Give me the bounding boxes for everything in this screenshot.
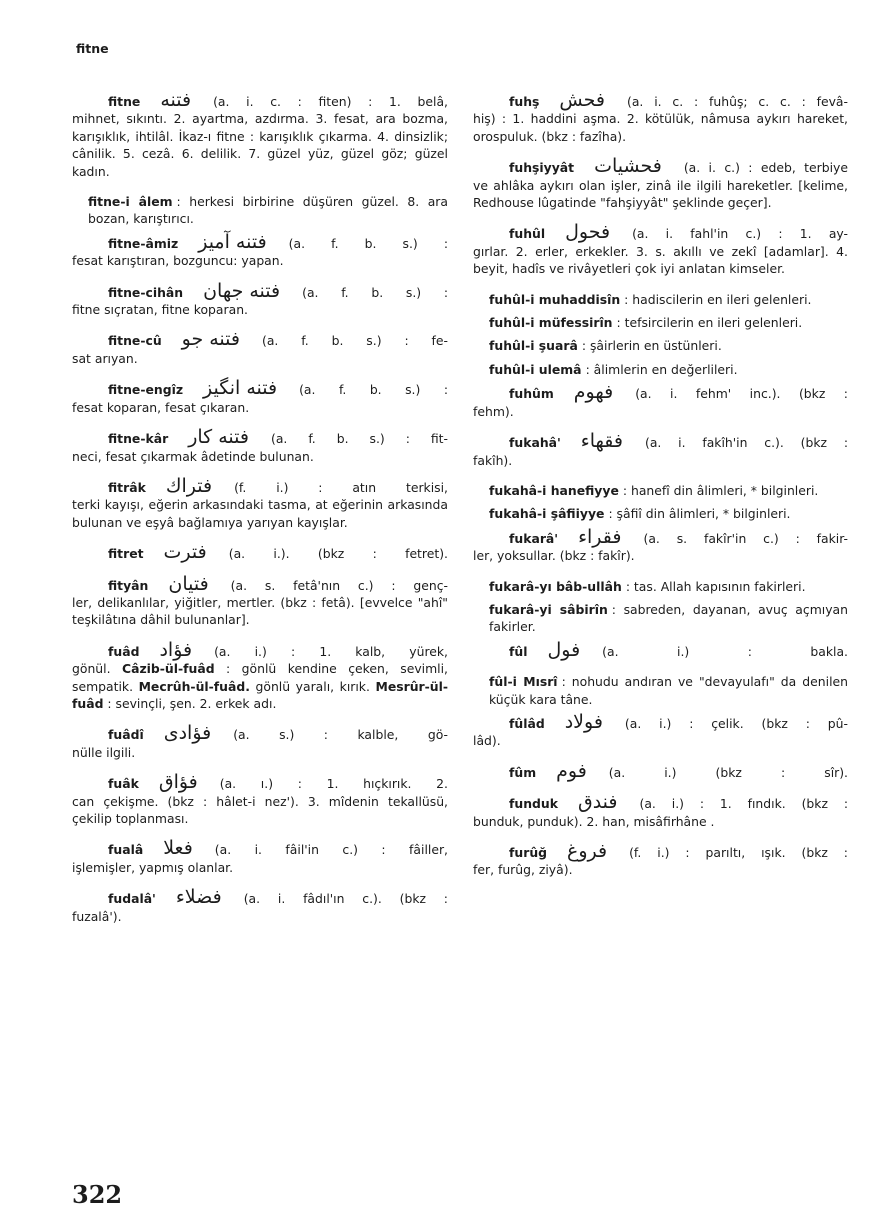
definition-continued: sat arıyan. xyxy=(72,350,138,366)
sub-headword: fukarâ-yi sâbirîn xyxy=(489,601,608,617)
definition-continued: fer, furûg, ziyâ). xyxy=(473,862,573,878)
entry-head xyxy=(72,771,448,794)
entry-head xyxy=(473,710,848,733)
sub-headword: fûl-i Mısrî xyxy=(489,674,558,690)
entry-head xyxy=(473,525,848,548)
page-number: 322 xyxy=(72,1180,123,1209)
arabic-script: فترت xyxy=(163,541,207,564)
entry-head xyxy=(473,791,848,814)
sub-headword: fuhûl-i müfessirîn xyxy=(489,315,613,331)
arabic-script: فتراك xyxy=(165,474,213,497)
sub-headword: fitne-i âlem xyxy=(88,194,173,210)
headword: fitne-âmiz xyxy=(108,235,179,251)
dictionary-entry xyxy=(473,638,848,661)
dictionary-entry xyxy=(473,155,848,211)
entry-head xyxy=(72,89,448,111)
definition-first-line: (a. i.) : 1. fındık. (bkz : xyxy=(639,796,848,812)
sub-headword: fukahâ-i hanefiyye xyxy=(489,482,619,498)
definition-first-line: (a. i.) : bakla. xyxy=(602,643,848,659)
sub-entry xyxy=(473,291,848,308)
definition-first-line: (f. i.) : atın terkisi, xyxy=(234,479,448,495)
definition-first-line: (a. i. c.) : edeb, terbiye xyxy=(683,160,848,176)
dictionary-entry xyxy=(72,638,448,713)
definition-continued: neci, fesat çıkarmak âdetinde bulunan. xyxy=(72,448,314,464)
dictionary-entry xyxy=(72,377,448,416)
headword: fuhûl xyxy=(509,226,546,242)
definition: : herkesi birbirine düşüren güzel. 8. ara bozan, karıştırıcı. xyxy=(88,194,448,227)
dictionary-entry xyxy=(473,710,848,750)
left-column xyxy=(72,89,448,938)
headword: fitne-engîz xyxy=(108,382,184,398)
arabic-script: فحول xyxy=(565,221,611,244)
sub-entry-line xyxy=(473,337,848,354)
definition-first-line: (a. f. b. s.) : xyxy=(299,382,448,398)
headword: fualâ xyxy=(108,842,144,858)
definition-continued: nülle ilgili. xyxy=(72,744,136,760)
definition-continued: bunduk, punduk). 2. han, misâfirhâne . xyxy=(473,813,715,829)
sub-headword: Mesrûr-ül-fuâd xyxy=(72,678,448,711)
dictionary-entry xyxy=(473,840,848,879)
definition-continued: ve ahlâka aykırı olan işler, zinâ ile ilgili hareketler. [kelime, Redhouse lûgatinde "fahşiyyât" şeklinde geçer]. xyxy=(473,177,848,211)
entry-head xyxy=(473,840,848,862)
headword: fitrâk xyxy=(108,479,146,495)
arabic-script: فتنه آمیز xyxy=(198,230,267,253)
arabic-script: فهوم xyxy=(573,381,614,404)
definition-first-line: (a. f. b. s.) : xyxy=(302,284,448,300)
sub-headword: Mecrûh-ül-fuâd. xyxy=(138,678,250,694)
definition-continued: fesat koparan, fesat çıkaran. xyxy=(72,399,250,415)
headword: fûm xyxy=(509,764,537,780)
entry-head xyxy=(72,426,448,449)
definition-first-line: (a. s.) : kalble, gö- xyxy=(233,727,448,743)
dictionary-entry xyxy=(72,837,448,876)
headword: fukahâ' xyxy=(509,435,561,451)
definition-first-line: (a. i.) : 1. kalb, yürek, xyxy=(214,643,448,659)
entry-head xyxy=(473,638,848,661)
entry-head xyxy=(72,837,448,860)
headword: funduk xyxy=(509,796,558,812)
definition-first-line: (a. f. b. s.) : fit- xyxy=(270,431,448,447)
headword: fitne-kâr xyxy=(108,431,169,447)
dictionary-entry xyxy=(72,89,448,180)
definition-continued: lâd). xyxy=(473,733,501,749)
arabic-script: فقراء xyxy=(578,525,622,548)
arabic-script: فروغ xyxy=(567,840,608,862)
sub-entry xyxy=(72,193,448,228)
entry-head xyxy=(72,541,448,564)
dictionary-entry xyxy=(72,886,448,925)
definition-continued: can çekişme. (bkz : hâlet-i nez'). 3. mîdenin tekallüsü, çekilip toplanması. xyxy=(72,793,448,826)
definition-first-line: (a. i.) (bkz : sîr). xyxy=(608,764,848,780)
definition: : âlimlerin en değerlileri. xyxy=(585,361,738,377)
headword: fuhşiyyât xyxy=(509,160,575,176)
entry-head xyxy=(72,328,448,351)
definition-text: gönlü yaralı, kırık. xyxy=(249,678,376,694)
headword: fukarâ' xyxy=(509,530,559,546)
headword: fudalâ' xyxy=(108,891,156,907)
definition-first-line: (a. s. fetâ'nın c.) : genç- xyxy=(230,577,448,593)
dictionary-entry xyxy=(473,430,848,469)
definition-first-line: (a. f. b. s.) : xyxy=(288,235,448,251)
arabic-script: فولاد xyxy=(564,710,603,733)
sub-entry xyxy=(473,314,848,331)
entry-head xyxy=(72,377,448,400)
dictionary-entry xyxy=(72,572,448,629)
definition-first-line: (a. i. fahl'in c.) : 1. ay- xyxy=(632,226,848,242)
arabic-script: فحش xyxy=(559,89,605,111)
sub-headword: fukarâ-yı bâb-ullâh xyxy=(489,578,622,594)
sub-entry-line xyxy=(473,482,848,499)
sub-entry xyxy=(473,673,848,708)
dictionary-entry xyxy=(473,791,848,830)
definition-first-line: (a. i. c. : fiten) : 1. belâ, xyxy=(213,94,448,109)
definition-text: : gönlü kendine çeken, sevimli, sempatik. xyxy=(72,661,448,694)
entry-head xyxy=(72,572,448,595)
sub-entry-line xyxy=(473,314,848,331)
right-column xyxy=(473,89,848,892)
sub-entry xyxy=(473,337,848,354)
definition: : şâfiî din âlimleri, * bilginleri. xyxy=(608,506,791,522)
definition-first-line: (a. ı.) : 1. hıçkırık. 2. xyxy=(219,776,448,792)
definition-text: : sevinçli, şen. 2. erkek adı. xyxy=(103,695,277,711)
definition: : şâirlerin en üstünleri. xyxy=(581,338,722,354)
arabic-script: فول xyxy=(547,638,581,661)
arabic-script: فؤاد xyxy=(159,638,193,661)
entry-head xyxy=(72,638,448,661)
definition-continued: işlemişler, yapmış olanlar. xyxy=(72,859,234,875)
definition-continued: terki kayışı, eğerin arkasındaki tasma, at eğerinin arkasında bulunan ve eşyâ bağlamıya yarıyan kayışlar. xyxy=(72,497,448,530)
definition-first-line: (a. i. fakîh'in c.). (bkz : xyxy=(644,435,848,451)
dictionary-entry xyxy=(72,230,448,270)
sub-headword: fukahâ-i şâfiiyye xyxy=(489,506,605,522)
definition-continued: ler, yoksullar. (bkz : fakîr). xyxy=(473,548,635,564)
headword: fitne-cihân xyxy=(108,284,184,300)
entry-head xyxy=(72,230,448,253)
headword: fuhûm xyxy=(509,386,554,402)
arabic-script: فضلاء xyxy=(175,886,222,909)
definition-first-line: (a. i. fehm' inc.). (bkz : xyxy=(635,386,848,402)
definition-text: gönül. xyxy=(72,661,122,677)
definition-first-line: (a. i.) : çelik. (bkz : pû- xyxy=(624,715,848,731)
entry-head xyxy=(473,221,848,244)
definition-continued: mihnet, sıkıntı. 2. ayartma, azdırma. 3. fesat, ara bozma, karışıklık, ihtilâl. İkaz-ı fitne : karışıklık çıkarma. 4. dinsizlik; cânilik. 5. cezâ. 6. delilik. 7. güzel yüz, güzel göz; güzel kadın. xyxy=(72,111,448,179)
sub-entry xyxy=(473,578,848,595)
arabic-script: فتنه کار xyxy=(188,426,249,449)
sub-entry-line xyxy=(473,601,848,636)
dictionary-entry xyxy=(473,221,848,277)
arabic-script: فوم xyxy=(556,759,587,782)
dictionary-entry xyxy=(72,474,448,531)
sub-entry xyxy=(473,482,848,499)
dictionary-entry xyxy=(473,759,848,782)
definition-first-line: (a. i. fâdıl'ın c.). (bkz : xyxy=(243,891,448,907)
dictionary-entry xyxy=(72,541,448,564)
sub-entry-line xyxy=(473,578,848,595)
definition-continued: gırlar. 2. erler, erkekler. 3. s. akıllı ve zekî [adamlar]. 4. beyit, hadîs ve rivâyetleri çok iyi anlatan kimseler. xyxy=(473,243,848,277)
definition: : hadiscilerin en ileri gelenleri. xyxy=(624,291,812,307)
definition-continued: fuzalâ'). xyxy=(72,908,122,924)
definition: : sabreden, dayanan, avuç açmıyan fakirler. xyxy=(489,601,848,635)
headword: fuâd xyxy=(108,643,140,659)
dictionary-entry xyxy=(72,722,448,761)
headword: fuâk xyxy=(108,776,139,792)
dictionary-entry xyxy=(72,279,448,319)
sub-entry-line xyxy=(473,361,848,378)
running-head: fitne xyxy=(76,41,109,56)
sub-entry xyxy=(473,505,848,522)
dictionary-entry xyxy=(72,426,448,465)
dictionary-entry xyxy=(72,328,448,367)
headword: fûlâd xyxy=(509,715,545,731)
definition-continued: ler, delikanlılar, yiğitler, mertler. (bkz : fetâ). [evvelce "ahî" teşkilâtına dâhil bulunanlar]. xyxy=(72,594,448,628)
sub-headword: fuhûl-i şuarâ xyxy=(489,338,578,354)
headword: fitne-cû xyxy=(108,333,162,349)
dictionary-entry xyxy=(473,381,848,420)
definition-continued: fesat karıştıran, bozguncu: yapan. xyxy=(72,253,284,269)
arabic-script: فتنه جو xyxy=(181,328,240,351)
sub-entry-line xyxy=(473,673,848,708)
headword: fuhş xyxy=(509,94,540,109)
dictionary-entry xyxy=(473,89,848,145)
sub-entry xyxy=(473,601,848,636)
arabic-script: فتیان xyxy=(168,572,209,595)
headword: fuâdî xyxy=(108,727,144,743)
entry-head xyxy=(473,89,848,111)
sub-entry-line xyxy=(473,291,848,308)
definition: : hanefî din âlimleri, * bilginleri. xyxy=(622,482,819,498)
headword: fûl xyxy=(509,643,528,659)
entry-head xyxy=(473,155,848,178)
entry-head xyxy=(72,886,448,909)
sub-entry-line xyxy=(72,193,448,228)
arabic-script: فحشیات xyxy=(594,155,662,178)
definition-first-line: (a. i. c. : fuhûş; c. c. : fevâ- xyxy=(627,94,848,109)
entry-head xyxy=(72,722,448,745)
definition-first-line: (a. i.). (bkz : fetret). xyxy=(228,546,448,562)
headword: fitne xyxy=(108,94,141,109)
definition: : tas. Allah kapısının fakirleri. xyxy=(625,578,806,594)
headword: furûğ xyxy=(509,845,548,860)
sub-headword: fuhûl-i ulemâ xyxy=(489,361,582,377)
arabic-script: فؤادی xyxy=(163,722,212,745)
definition-first-line: (a. f. b. s.) : fe- xyxy=(261,333,448,349)
sub-entry-line xyxy=(473,505,848,522)
headword: fityân xyxy=(108,577,149,593)
arabic-script: فعلا xyxy=(163,837,193,860)
definition-first-line: (a. s. fakîr'in c.) : fakir- xyxy=(643,530,848,546)
entry-head xyxy=(72,474,448,497)
definition: : nohudu andıran ve "devayulafı" da denilen küçük kara tâne. xyxy=(489,674,848,707)
arabic-script: فندق xyxy=(577,791,618,814)
definition-continued xyxy=(72,660,448,712)
arabic-script: فتنه جهان xyxy=(203,279,281,302)
definition-continued: fakîh). xyxy=(473,452,513,468)
arabic-script: فتنه xyxy=(160,89,192,111)
entry-head xyxy=(473,430,848,453)
sub-headword: fuhûl-i muhaddisîn xyxy=(489,291,621,307)
definition-continued: fehm). xyxy=(473,403,514,419)
definition-continued: fitne sıçratan, fitne koparan. xyxy=(72,302,248,318)
dictionary-entry xyxy=(72,771,448,827)
entry-head xyxy=(473,381,848,404)
definition-first-line: (a. i. fâil'in c.) : fâiller, xyxy=(214,842,448,858)
definition-continued: hiş) : 1. haddini aşma. 2. kötülük, nâmusa aykırı hareket, orospuluk. (bkz : fazîha). xyxy=(473,111,848,144)
arabic-script: فتنه انگیز xyxy=(203,377,278,400)
dictionary-entry xyxy=(473,525,848,565)
arabic-script: فقهاء xyxy=(580,430,623,453)
definition-first-line: (f. i.) : parıltı, ışık. (bkz : xyxy=(629,845,848,860)
sub-headword: Câzib-ül-fuâd xyxy=(122,661,215,677)
entry-head xyxy=(72,279,448,302)
headword: fitret xyxy=(108,546,144,562)
sub-entry xyxy=(473,361,848,378)
definition: : tefsircilerin en ileri gelenleri. xyxy=(616,315,803,331)
entry-head xyxy=(473,759,848,782)
arabic-script: فؤاق xyxy=(158,771,198,794)
